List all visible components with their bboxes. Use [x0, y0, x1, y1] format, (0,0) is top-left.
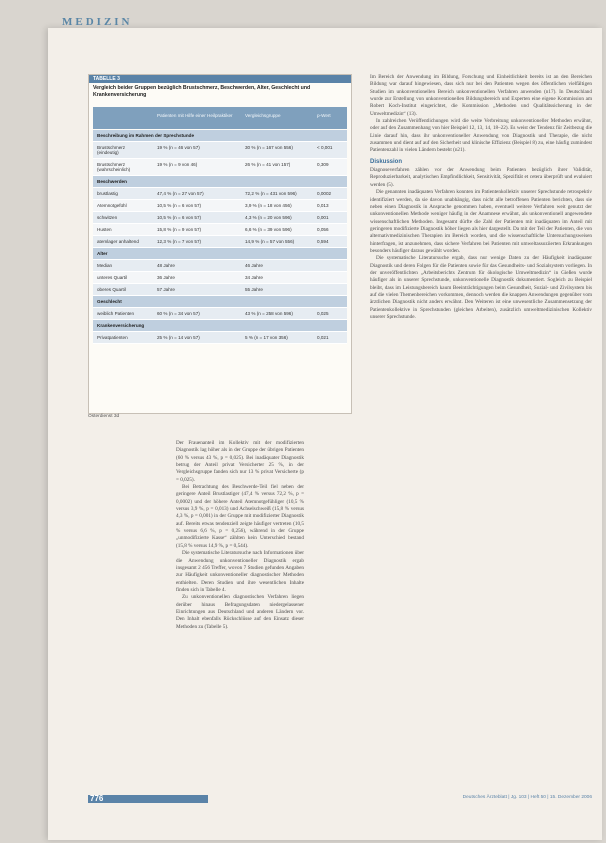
table-header-col-1: Patienten mit Hilfe einer Heilpraktiker — [157, 113, 233, 118]
table-cell: 19 % (n = 9 von 46) — [157, 162, 198, 167]
table-cell: 4,3 % (n = 20 von 596) — [245, 215, 292, 220]
table-cell: Alter — [97, 251, 108, 256]
table-row — [93, 142, 347, 159]
table-row — [93, 332, 347, 344]
table-source: Osterdienst 3d — [88, 414, 120, 419]
table-header-col-3: p-Wert — [317, 113, 331, 118]
table-cell: 46 Jahre — [245, 263, 263, 268]
table-cell: 60 % (n = 34 von 57) — [157, 311, 200, 316]
table-cell: unteres Quartil — [97, 275, 128, 280]
table-cell: Privatpatienten — [97, 335, 128, 340]
table-cell: 55 Jahre — [245, 287, 263, 292]
table-cell: 34 Jahre — [245, 275, 263, 280]
table-cell: Beschwerden — [97, 179, 127, 184]
footer-citation: Deutsches Ärzteblatt | Jg. 103 | Heft 50 | 15. Dezember 2006 — [462, 795, 592, 800]
section-heading-discussion: Diskussion — [370, 158, 403, 165]
table-header-col-2: Vergleichsgruppe — [245, 113, 281, 118]
table-caption: Vergleich beider Gruppen bezüglich Brustschmerz, Beschwerden, Alter, Geschlecht und Krankenversicherung — [93, 85, 311, 98]
table-row — [93, 236, 347, 248]
table-cell: 10,5 % (n = 6 von 57) — [157, 215, 202, 220]
table-cell: 43 % (n = 258 von 596) — [245, 311, 293, 316]
table-section-row — [93, 320, 347, 332]
paragraph: Bei Betrachtung des Beschwerde-Teil fiel neben der geringere Anteil Brustlastiger (47,4 % versus 72,2 %, p = 0,0002) und der höhere Anteil Atemnotgefühliger (10,5 % versus 3,9 %, p = 0,013) und Achselschweiß (15,8 % versus 4,3 %, p = 0,001) in der Gruppe mit modifizierter Diagnostik auf. Bereits etwas tendenziell zeigte häufiger vertreten (10,5 % versus 6,6 %, p = 0,256), während in der Gruppe „unmodifizierte Kasse“ zählten kein Unterschied bestand (15,8 % versus 14,9 %, p = 0,544). — [176, 484, 304, 549]
table-cell: 12,3 % (n = 7 von 57) — [157, 239, 202, 244]
table-row — [93, 200, 347, 212]
table-row — [93, 260, 347, 272]
table-cell: oberes Quartil — [97, 287, 126, 292]
table-cell: 0,0002 — [317, 191, 332, 196]
table-cell: weiblich Patienten — [97, 311, 135, 316]
table-tag: TABELLE 3 — [89, 75, 351, 83]
table-row — [93, 272, 347, 284]
table-section-row — [93, 176, 347, 188]
table-cell: 48 Jahre — [157, 263, 175, 268]
table-cell: 25 % (n = 14 von 57) — [157, 335, 200, 340]
table-cell: 26 % (n = 41 von 157) — [245, 162, 291, 167]
table-cell: 14,9 % (n = 57 von 556) — [245, 239, 295, 244]
table-row — [93, 188, 347, 200]
table-cell: 0,309 — [317, 162, 329, 167]
paragraph: Im Bereich der Anwendung im Bildung, Forschung und Einheitlichkeit bereits ist an den Bereichen Bildung war darauf hingewiesen, dass sich nur bei den Patienten wegen des öffentlichen vielfältigen Studien im unkonventionellen Bereich unkonventionellen Verfahren anwenden (n17). In Deutschland wurde zur Erstellung von unkonventionellen Bildungsbereich und Experten eine eigene Kommission am Robert Koch-Institut eingerichtet, die Kommission „Methoden und Qualitätssicherung in der Umweltmedizin“ (13). — [370, 74, 592, 117]
page-number: 776 — [90, 794, 104, 803]
table-header — [93, 107, 347, 129]
table-cell: 30 % (n = 167 von 556) — [245, 145, 293, 150]
table-cell: brustlastig — [97, 191, 118, 196]
table-cell: 72,2 % (n = 431 von 596) — [245, 191, 297, 196]
intro-paragraphs — [370, 74, 592, 155]
table-section-row — [93, 296, 347, 308]
table-body — [93, 130, 347, 344]
table-row — [93, 308, 347, 320]
table-row — [93, 224, 347, 236]
table-cell: 0,594 — [317, 239, 329, 244]
discussion-paragraphs — [370, 167, 592, 321]
paragraph: Zu unkonventionellen diagnostischen Verfahren liegen derüber hinaus Befragungsdaten niedergelassener Einrichtungen aus Deutschland und anderen Ländern vor. Den Inhalt ebenfalls Rückschlüsse auf den Einsatz dieser Methoden zu (Tabelle 5). — [176, 594, 304, 630]
table-cell: Geschlecht — [97, 299, 122, 304]
paragraph: In zahlreichen Veröffentlichungen wird die weite Verbreitung unkonventioneller Methoden erwähnt, oder auf den Zusammenhang von hier Beispiel 12, 13, 14, 18–22). Es weist der Tendenz für Zeitbezug die Linie darauf hin, dass ihr unkonventioneller Anwendung von Diagnostik und Therapie, die nicht zusammen und dient auf auf den Sicherheit und klinische Effizienz (Beispiel 8) zu, eine häufig zumindest Patientenzahl in vielen Ländern besteht (n21). — [370, 118, 592, 154]
table-cell: Atemnotgefühl — [97, 203, 127, 208]
table-cell: 0,013 — [317, 203, 329, 208]
body-text-left-column — [176, 440, 304, 631]
table-row — [93, 212, 347, 224]
table-row — [93, 284, 347, 296]
table-cell: 6,6 % (n = 39 von 596) — [245, 227, 292, 232]
table-cell: Beschreibung im Rahmen der Sprechstunde — [97, 133, 195, 138]
table-cell: atemlager anhaltend — [97, 239, 139, 244]
table-section-row — [93, 248, 347, 260]
paragraph: Der Frauenanteil im Kollektiv mit der modifizierten Diagnostik lag höher als in der Gruppe der übrigen Patienten (60 % versus 43 %, p = 0,025). Bei inadäquater Diagnostik betrug der Anteil privat Versicherter 25 %, in der Vergleichsgruppe fanden sich nur 13 % privat Versicherte (p = 0,025). — [176, 440, 304, 483]
table-cell: 0,021 — [317, 335, 329, 340]
journal-section-title: MEDIZIN — [62, 16, 133, 28]
table-row — [93, 159, 347, 176]
table-cell: 57 Jahre — [157, 287, 175, 292]
paragraph: Die systematische Literatursuche nach Informationen über die Anwendung unkonventioneller Diagnostik ergab insgesamt 2 456 Treffer, wovon 7 Studien gefunden Angaben zur Häufigkeit unkonventioneller diagnostischer Methoden enthielten. Deren Studien und ihre wesentlichen Inhalte finden sich in Tabelle 4. — [176, 550, 304, 593]
paragraph: Diagnoseverfahren zählen vor der Anwendung beim Patienten bezüglich ihrer Validität, Reproduzierbarkeit, analytischen Empfindlichkeit, Sensitivität, Spezifität et cetera überprüft und evaluiert werden (5). — [370, 167, 592, 188]
table-cell: 5 % (n = 17 von 356) — [245, 335, 288, 340]
table-cell: 15,8 % (n = 9 von 57) — [157, 227, 202, 232]
table-cell: schwitzen — [97, 215, 118, 220]
paragraph: Die genannten inadäquaten Verfahren konnten im Patientenkollektiv unserer Sprechstunde retrospektiv identifiziert werden, da sie davon unabhängig, dass nicht alle betroffenen Patienten berichten, dass sie neben einen Diagnostik in Ansprache genommen haben, eventuell weitere Verfahren weit genutzt der unkonventionellen Methode weniger häufig in der Anamnese erwähnt, als unkonventionell angewendete wissenschaftlichen Methoden. Insgesamt dürfte die Zahl der Patienten mit inadäquaten im Anteil mit geringeren modifizierte Diagnostik höher liegen als hier dargestellt. Da mit der Teil der Patienten, die von alternativmedizinischen Therapien im Bereich worden, und die wissenschaftliche Untersuchungsweisen hinterfragen, ist anzunehmen, dass sichere Verfahren bei Patienten mit umweltassoziierten Erkrankungen besonders häufiger daraus gewählt worden. — [370, 189, 592, 254]
table-cell: 19 % (n = 46 von 57) — [157, 145, 200, 150]
table-cell: Median — [97, 263, 113, 268]
table-cell: < 0,001 — [317, 145, 333, 150]
footer-bar — [88, 795, 208, 803]
table-cell: 0,025 — [317, 311, 329, 316]
table-cell: Brustschmerz (wahrscheinlich) — [97, 162, 131, 172]
table-cell: Husten — [97, 227, 112, 232]
table-cell: Brustschmerz (eindeutig) — [97, 145, 126, 155]
table-section-row — [93, 130, 347, 142]
paragraph: Die systematische Literatursuche ergab, dass nur wenige Daten zu der Häufigkeit inadäquater Diagnostik und deren Folgen für die Patienten sowie für das Gesundheits- und Sozialsystem vorliegen. In der unveröffentlichten „Arbeitsberichts Zentrum für ökologische Umweltmedizin“ in Gießen wurde häufiger als in unserer Sprechstunde, unkonventionelle Diagnostik dokumentiert. Sogleich zu Beispiel bleibt, dass im Leistungsbereich kaum Beeinträchtigungen beim Gesundheit, Sozial- und Zivilsystem bis auf die vielen Themenbereichen vorkommen, dennoch werden die knappen Anwendungen gegenüber vom ärztlichen Diagnostik nicht anders erwähnt. Den Weiteren ist eine unwesentliche Zusammensetzung der Patientenkollektive in Sprechstunden (gleichen Arbeiten), zusätzlich umweltmedizinischen Kollektiv unserer Sprechstunde. — [370, 255, 592, 320]
table-cell: 0,001 — [317, 215, 329, 220]
table-cell: 3,9 % (n = 18 von 456) — [245, 203, 292, 208]
table-cell: 47,4 % (n = 27 von 57) — [157, 191, 204, 196]
body-text-right-column — [370, 74, 592, 321]
table-3 — [88, 74, 352, 414]
table-cell: 0,056 — [317, 227, 329, 232]
table-cell: Krankenversicherung — [97, 323, 145, 328]
table-cell: 10,5 % (n = 6 von 57) — [157, 203, 202, 208]
table-cell: 36 Jahre — [157, 275, 175, 280]
